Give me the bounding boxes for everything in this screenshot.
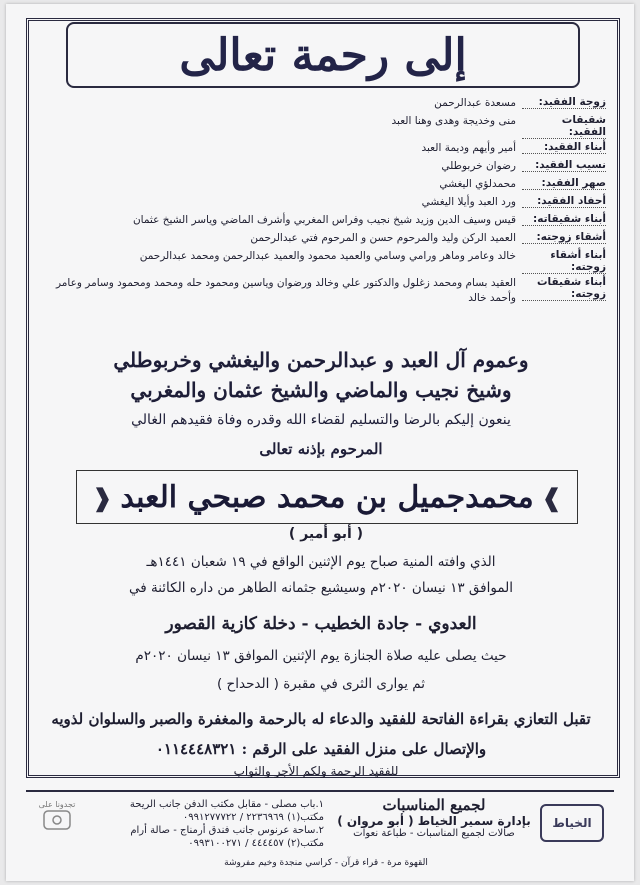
- condolence-info: تقبل التعازي بقراءة الفاتحة للفقيد والدعاء له بالرحمة والمغفرة والصبر والسلوان لذويه: [51, 710, 591, 728]
- prayer-info: حيث يصلى عليه صلاة الجنازة يوم الإثنين الموافق ١٣ نيسان ٢٠٢٠م: [135, 648, 507, 664]
- closing-line: للفقيد الرحمة ولكم الأجر والثواب: [233, 764, 399, 778]
- relative-row: [36, 177, 606, 193]
- address-line: ٢.ساحة عرنوس جانب فندق أرمناج - صالة أرام: [130, 825, 324, 836]
- relative-value: رضوان خربوطلي: [441, 160, 516, 172]
- footer-services: صالات لجميع المناسبات - طباعة نعوات: [353, 828, 515, 839]
- relative-value: أمير وأيهم وديمة العبد: [421, 142, 516, 154]
- address-line: مكتب(٢) ٤٤٤٤٥٧ / ٠٩٩٣١٠٠٢٧١: [188, 838, 324, 849]
- relative-row: [36, 114, 606, 139]
- relative-value: منى وخديجة وهدى وهنا العبد: [391, 115, 516, 127]
- footer-heading: لجميع المناسبات: [382, 796, 486, 814]
- relative-label: أبناء شقيقاته:: [522, 213, 606, 226]
- relative-row: [36, 96, 606, 112]
- social-label: تجدونا على: [38, 800, 76, 809]
- deceased-name-box: [76, 470, 578, 524]
- ornament-left-icon: ❰: [92, 482, 113, 512]
- ornament-right-icon: ❱: [541, 482, 562, 512]
- obituary-sheet: [6, 4, 634, 881]
- relative-row: [36, 141, 606, 157]
- families-line-1: وعموم آل العبد و عبدالرحمن واليغشي وخربوطلي: [113, 348, 529, 372]
- relatives-list: [36, 96, 606, 308]
- deceased-nickname: ( أبو أمير ): [288, 526, 364, 542]
- relative-label: أبناء شقيقات زوجته:: [522, 276, 606, 301]
- relative-row: [36, 159, 606, 175]
- page-title: إلى رحمة تعالى: [66, 22, 580, 88]
- relative-label: أحفاد الفقيد:: [522, 195, 606, 208]
- social-block: [32, 800, 82, 840]
- relative-value: محمدلؤي اليغشي: [439, 178, 516, 190]
- relative-value: قيس وسيف الدين وزيد شيخ نجيب وفراس المغربي وأشرف الماضي وياسر الشيخ عثمان: [132, 214, 516, 226]
- relative-value: العقيد بسام ومحمد زغلول والدكتور علي وخالد ورضوان وياسين ومحمود حله ومحمد ومحمود وسامر وعامر وأحمد خالد: [56, 277, 516, 304]
- relative-value: العميد الركن وليد والمرحوم حسن و المرحوم فتي عبدالرحمن: [250, 232, 516, 244]
- announcement-line: ينعون إليكم بالرضا والتسليم لقضاء الله وقدره وفاة فقيدهم الغالي: [131, 412, 511, 428]
- relative-value: ورد العبد وأيلا اليغشي: [421, 196, 516, 208]
- relative-row: [36, 195, 606, 211]
- phone-info: والإتصال على منزل الفقيد على الرقم : ٠١١٤٤٤٨٣٢١: [155, 740, 487, 758]
- relative-label: أشقاء زوجته:: [522, 231, 606, 244]
- footer-address: [104, 798, 324, 850]
- relative-value: مسعدة عبدالرحمن: [434, 97, 516, 109]
- relative-row: [36, 249, 606, 274]
- late-label: المرحوم بإذنه تعالى: [259, 440, 383, 458]
- social-icon: [42, 809, 72, 831]
- funeral-info: الموافق ١٣ نيسان ٢٠٢٠م وسيشيع جثمانه الطاهر من داره الكائنة في: [128, 580, 514, 596]
- relative-label: زوجة الفقيد:: [522, 96, 606, 109]
- burial-info: ثم يوارى الثرى في مقبرة ( الدحداح ): [216, 676, 426, 692]
- relative-label: أبناء أشقاء زوجته:: [522, 249, 606, 274]
- company-logo: الخياط: [540, 804, 604, 842]
- relative-label: صهر الفقيد:: [522, 177, 606, 190]
- deceased-name: محمدجميل بن محمد صبحي العبد: [120, 479, 534, 515]
- address-line: ١.باب مصلى - مقابل مكتب الدفن جانب الريحة: [129, 799, 324, 810]
- home-address: العدوي - جادة الخطيب - دخلة كازية القصور: [165, 614, 477, 634]
- footer-bottom: القهوة مرة - قراء قرآن - كراسي منجدة وخيم مفروشة: [224, 858, 428, 868]
- address-line: مكتب(١) ٢٢٣٦٩٦٩ / ٠٩٩١٢٧٧٧٢٢: [182, 812, 324, 823]
- relative-value: خالد وعامر وماهر ورامي وسامي والعميد محمود والعميد عبدالرحمن ومحمد عبدالرحمن: [139, 250, 516, 262]
- relative-row: [36, 231, 606, 247]
- footer-main: [334, 796, 534, 839]
- relative-label: أبناء الفقيد:: [522, 141, 606, 154]
- relative-label: شقيقات الفقيد:: [522, 114, 606, 139]
- footer-management: بإدارة سمير الخياط ( أبو مروان ): [337, 814, 531, 828]
- relative-row: [36, 213, 606, 229]
- footer: [26, 790, 614, 872]
- families-line-2: وشيخ نجيب والماضي والشيخ عثمان والمغربي: [130, 378, 512, 402]
- relative-label: نسيب الفقيد:: [522, 159, 606, 172]
- relative-row: [36, 276, 606, 306]
- death-date: الذي وافته المنية صباح يوم الإثنين الواقع في ١٩ شعبان ١٤٤١هـ: [146, 554, 496, 570]
